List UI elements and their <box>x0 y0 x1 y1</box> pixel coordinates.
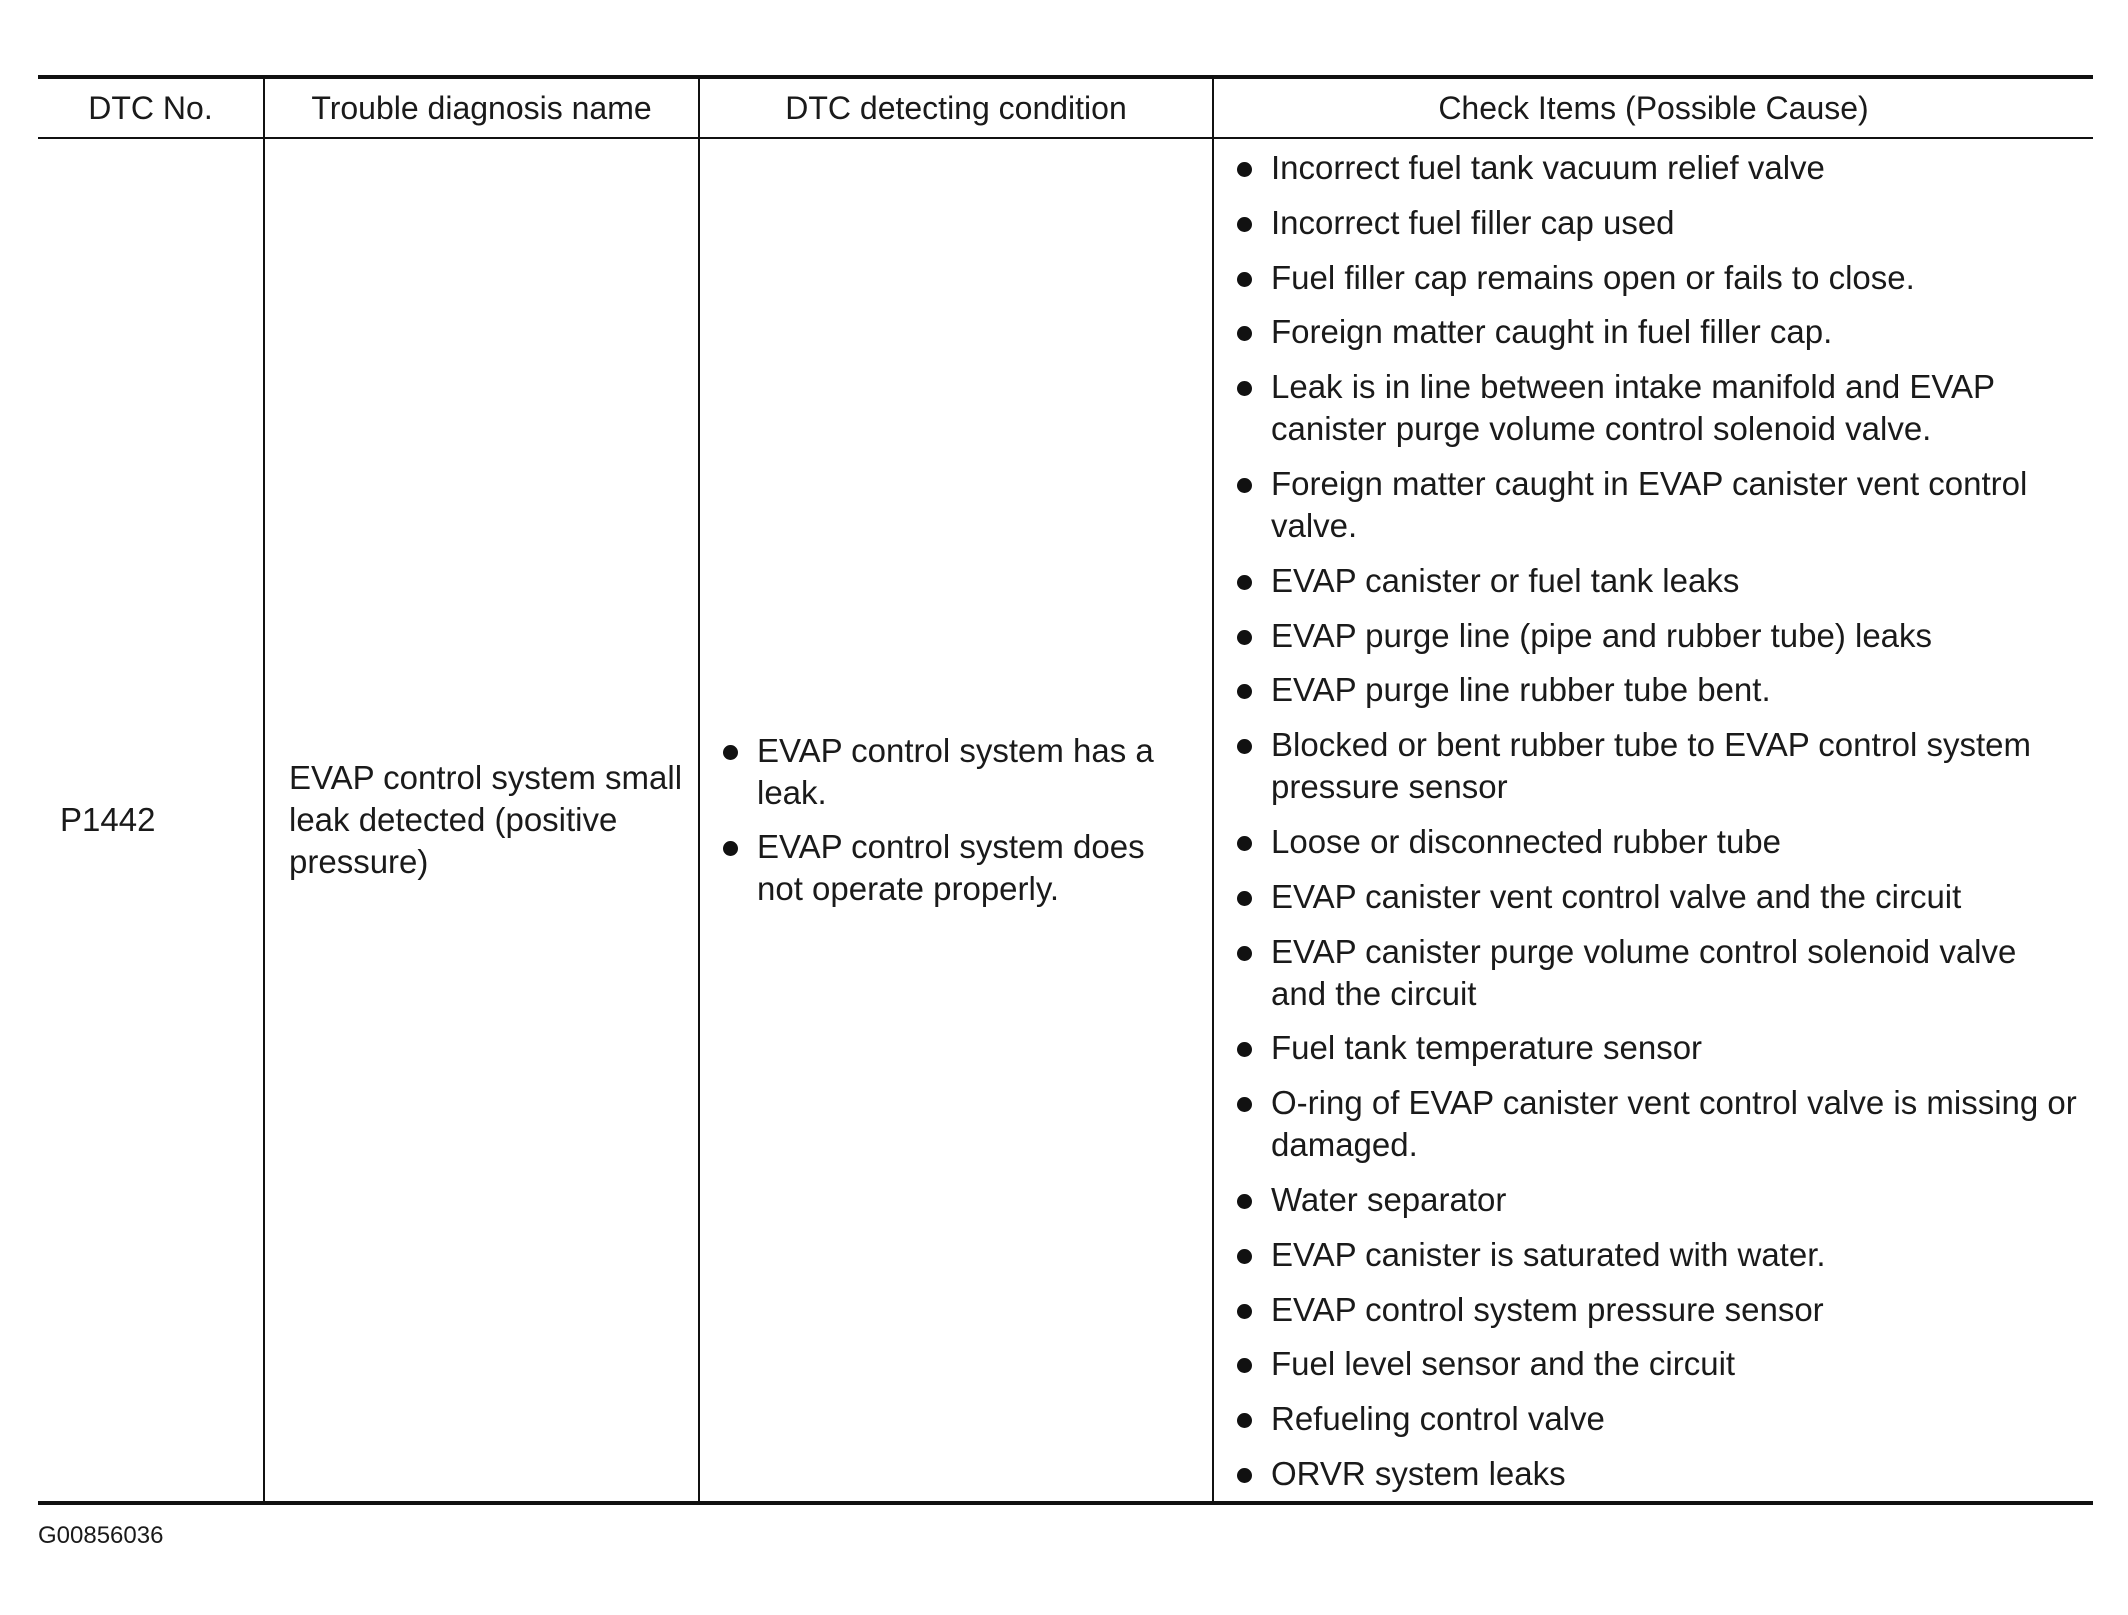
bullet-icon <box>1237 891 1252 906</box>
list-item <box>1234 257 2077 299</box>
condition-text: EVAP control system does not operate properly. <box>757 827 1145 907</box>
bullet-icon <box>1237 575 1252 590</box>
list-item <box>720 826 1196 910</box>
check-item-text: EVAP canister vent control valve and the circuit <box>1271 877 1962 915</box>
bullet-icon <box>1237 630 1252 645</box>
table-header <box>38 77 2093 138</box>
bullet-icon <box>1237 1249 1252 1264</box>
bullet-icon <box>1237 1413 1252 1428</box>
bullet-icon <box>1237 1097 1252 1112</box>
check-item-text: Leak is in line between intake manifold and EVAP canister purge volume control solenoid valve. <box>1271 368 1995 448</box>
dtc-table <box>38 75 2093 1505</box>
list-item <box>1234 669 2077 711</box>
header-dtc-no: DTC No. <box>88 89 213 126</box>
check-items-cell <box>1213 138 2093 1503</box>
check-item-text: O-ring of EVAP canister vent control valve is missing or damaged. <box>1271 1084 2077 1164</box>
figure-id: G00856036 <box>38 1522 164 1549</box>
header-diagnosis-name: Trouble diagnosis name <box>264 77 699 138</box>
header-row <box>38 77 2093 138</box>
list-item <box>1234 1027 2077 1069</box>
detecting-condition-list <box>720 730 1196 910</box>
list-item <box>1234 1453 2077 1495</box>
bullet-icon <box>1237 217 1252 232</box>
bullet-icon <box>1237 1468 1252 1483</box>
check-item-text: Incorrect fuel tank vacuum relief valve <box>1271 149 1825 186</box>
bullet-icon <box>1237 478 1252 493</box>
check-item-text: Foreign matter caught in fuel filler cap. <box>1271 313 1833 351</box>
list-item <box>1234 615 2077 657</box>
detecting-condition-cell <box>699 138 1213 1503</box>
check-item-text: Fuel filler cap remains open or fails to close. <box>1271 258 1915 296</box>
bullet-icon <box>1237 1304 1252 1319</box>
check-items-list <box>1234 147 2077 1495</box>
list-item <box>1234 463 2077 547</box>
bullet-icon <box>1237 946 1252 961</box>
check-item-text: Fuel level sensor and the circuit <box>1271 1345 1736 1383</box>
check-item-text: Water separator <box>1271 1180 1507 1218</box>
check-item-text: EVAP canister is saturated with water. <box>1271 1235 1826 1273</box>
table-body <box>38 138 2093 1503</box>
check-item-text: Refueling control valve <box>1271 1400 1605 1438</box>
check-item-text: EVAP canister purge volume control solenoid valve and the circuit <box>1271 932 2017 1012</box>
check-item-text: ORVR system leaks <box>1271 1454 1566 1492</box>
bullet-icon <box>1237 1042 1252 1057</box>
bullet-icon <box>1237 326 1252 341</box>
diagnosis-name: EVAP control system small leak detected (positive pressure) <box>264 138 699 1503</box>
check-item-text: Foreign matter caught in EVAP canister vent control valve. <box>1271 464 2028 544</box>
check-item-text: Incorrect fuel filler cap used <box>1271 203 1675 241</box>
list-item <box>1234 202 2077 244</box>
list-item <box>1234 560 2077 602</box>
bullet-icon <box>723 841 738 856</box>
header-detecting-condition: DTC detecting condition <box>699 77 1213 138</box>
list-item <box>1234 1398 2077 1440</box>
bullet-icon <box>1237 162 1252 177</box>
bullet-icon <box>1237 684 1252 699</box>
check-item-text: EVAP purge line (pipe and rubber tube) leaks <box>1271 616 1933 654</box>
bullet-icon <box>1237 381 1252 396</box>
bullet-icon <box>1237 739 1252 754</box>
list-item <box>1234 876 2077 918</box>
check-item-text: EVAP control system pressure sensor <box>1271 1290 1824 1328</box>
header-check-items: Check Items (Possible Cause) <box>1213 77 2093 138</box>
list-item <box>1234 366 2077 450</box>
list-item <box>1234 1234 2077 1276</box>
bullet-icon <box>1237 1194 1252 1209</box>
table-row <box>38 138 2093 1503</box>
list-item <box>1234 147 2077 189</box>
bullet-icon <box>1237 1358 1252 1373</box>
check-item-text: Fuel tank temperature sensor <box>1271 1029 1703 1067</box>
list-item <box>1234 1179 2077 1221</box>
list-item <box>1234 311 2077 353</box>
check-item-text: Blocked or bent rubber tube to EVAP control system pressure sensor <box>1271 726 2032 806</box>
list-item <box>1234 1343 2077 1385</box>
list-item <box>1234 821 2077 863</box>
list-item <box>720 730 1196 814</box>
condition-text: EVAP control system has a leak. <box>757 731 1154 811</box>
bullet-icon <box>1237 272 1252 287</box>
dtc-code: P1442 <box>60 800 156 838</box>
bullet-icon <box>723 745 738 760</box>
check-item-text: EVAP purge line rubber tube bent. <box>1271 671 1771 709</box>
check-item-text: EVAP canister or fuel tank leaks <box>1271 561 1740 599</box>
list-item <box>1234 1289 2077 1331</box>
list-item <box>1234 931 2077 1015</box>
bullet-icon <box>1237 836 1252 851</box>
list-item <box>1234 724 2077 808</box>
check-item-text: Loose or disconnected rubber tube <box>1271 822 1782 860</box>
list-item <box>1234 1082 2077 1166</box>
